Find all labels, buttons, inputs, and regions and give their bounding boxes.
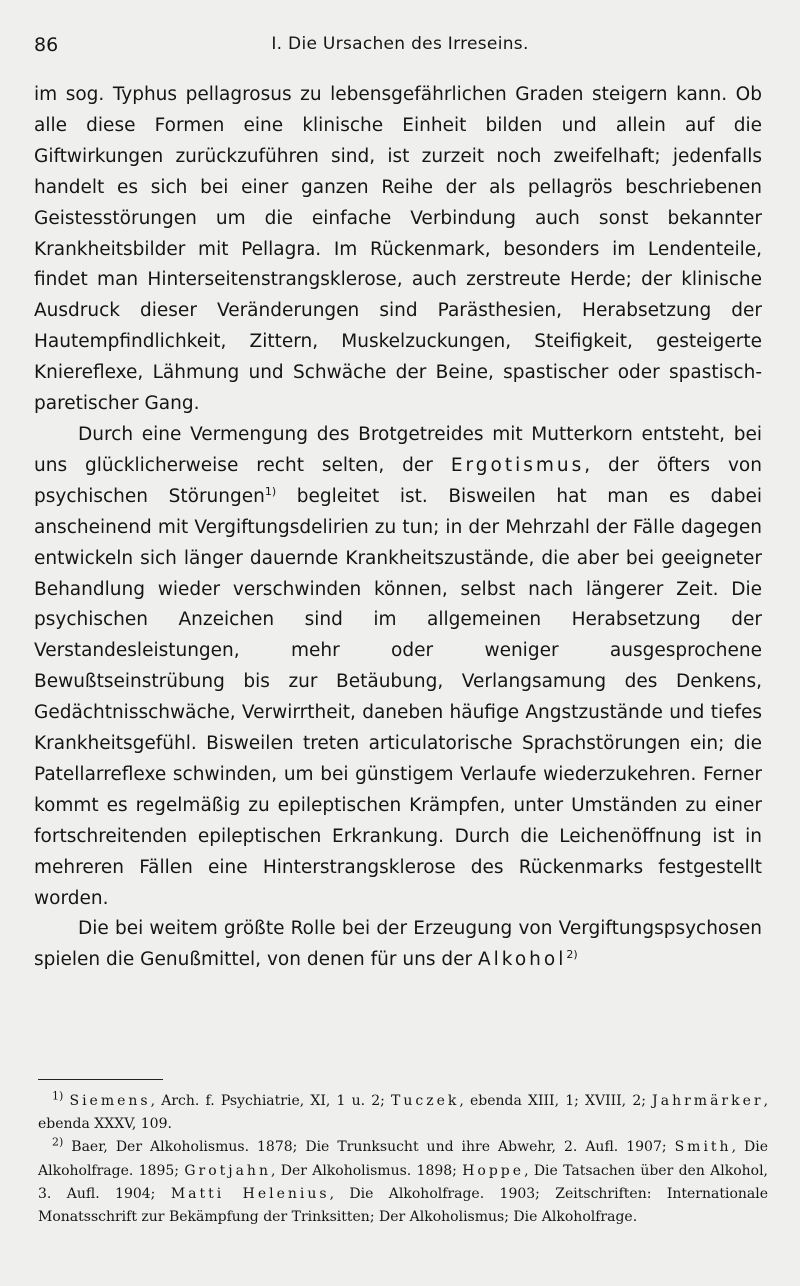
author-grotjahn: Grotjahn [184,1162,271,1179]
paragraph-3-text-a: Die bei weitem größte Rolle bei der Erzeugung von Vergiftungspsychosen spielen die Genußmittel, von denen für uns der [34,918,762,971]
author-helenius: Matti Helenius [170,1185,330,1202]
page-header [34,34,766,58]
footnotes [38,1090,768,1229]
page-number: 86 [34,34,59,56]
footnote-1-text-d: , ebenda XIII, 1; XVIII, 2; [459,1093,646,1109]
author-tuczek: Tuczek [391,1093,460,1109]
body-text [34,80,762,976]
footnote-divider [38,1079,163,1080]
paragraph-1: im sog. Typhus pellagrosus zu lebensgefährlichen Graden steigern kann. Ob alle diese Formen eine klinische Einheit bilden und allein auf die Giftwirkungen zurückzuführen sind, ist zurzeit noch zweifelhaft; jedenfalls handelt es sich bei einer ganzen Reihe der als pellagrös beschriebenen Geistesstörungen um die einfache Verbindung auch sonst bekannter Krankheitsbilder mit Pellagra. Im Rückenmark, besonders im Lendenteile, findet man Hinterseitenstrangsklerose, auch zerstreute Herde; der klinische Ausdruck dieser Veränderungen sind Parästhesien, Herabsetzung der Hautempfindlichkeit, Zittern, Muskelzuckungen, Steifigkeit, gesteigerte Kniereflexe, Lähmung und Schwäche der Beine, spastischer oder spastisch-paretischer Gang. [34,84,762,415]
author-smith: Smith [674,1139,732,1156]
footnote-2 [38,1136,768,1229]
paragraph-3 [34,914,762,976]
footnote-2-text-f: , Der Alkoholismus. 1898; [270,1162,457,1179]
paragraph-2-text-a: Durch eine Vermengung des Brotgetreides mit Mutterkorn entsteht, bei uns glücklicherweise recht selten, der [34,423,762,476]
footnote-2-text-h: , Die Tatsachen über den Alkohol, 3. Aufl. 1904; [38,1162,769,1202]
footnote-2-text-d: , Die Alkoholfrage. 1895; [38,1139,769,1179]
paragraph-2-text-b: , der öfters von psychischen Störungen [34,454,762,507]
footnote-1-mark: 1) [52,1089,64,1103]
term-alkohol: Alkohol [477,949,567,971]
author-siemens: Siemens [69,1093,151,1109]
paragraph-2-text-c: begleitet ist. Bisweilen hat man es dabei anscheinend mit Vergiftungsdelirien zu tun; in der Mehrzahl der Fälle dagegen entwickeln sich länger dauernde Krankheitszustände, die aber bei geeigneter Behandlung wieder verschwinden können, selbst nach längerer Zeit. Die psychischen Anzeichen sind im allgemeinen Herabsetzung der Verstandesleistungen, mehr oder weniger ausgesprochene Bewußtseinstrübung bis zur Betäubung, Verlangsamung des Denkens, Gedächtnisschwäche, Verwirrtheit, daneben häufige Angstzustände und tiefes Krankheitsgefühl. Bisweilen treten articulatorische Sprachstörungen ein; die Patellarreflexe schwinden, um bei günstigem Verlaufe wiederzukehren. Ferner kommt es regelmäßig zu epileptischen Krämpfen, unter Umständen zu einer fortschreitenden epileptischen Erkrankung. Durch die Leichenöffnung ist in mehreren Fällen eine Hinterstrangsklerose des Rückenmarks festgestellt worden. [34,485,762,909]
author-jahrmaerker: Jahrmärker [652,1093,764,1109]
footnote-2-mark: 2) [52,1135,64,1149]
footnote-ref-2: 2) [566,948,578,962]
paragraph-2 [34,420,762,915]
footnote-2-text-j: , Die Alkoholfrage. 1903; Zeitschriften: Internationale Monatsschrift zur Bekämpfung der Trinksitten; Der Alkoholismus; Die Alkoholfrage. [38,1185,768,1226]
author-hoppe: Hoppe [462,1162,525,1179]
running-title: I. Die Ursachen des Irreseins. [271,34,529,54]
footnote-1-text-b: , Arch. f. Psychiatrie, XI, 1 u. 2; [150,1093,385,1109]
footnote-ref-1: 1) [264,484,277,498]
author-baer: Baer [71,1139,104,1156]
footnote-1-text-f: , ebenda XXXV, 109. [38,1093,769,1133]
footnote-1 [38,1090,768,1136]
footnote-2-text-b: , Der Alkoholismus. 1878; Die Trunksucht und ihre Abwehr, 2. Aufl. 1907; [103,1139,667,1156]
term-ergotismus: Ergotismus [450,454,585,476]
